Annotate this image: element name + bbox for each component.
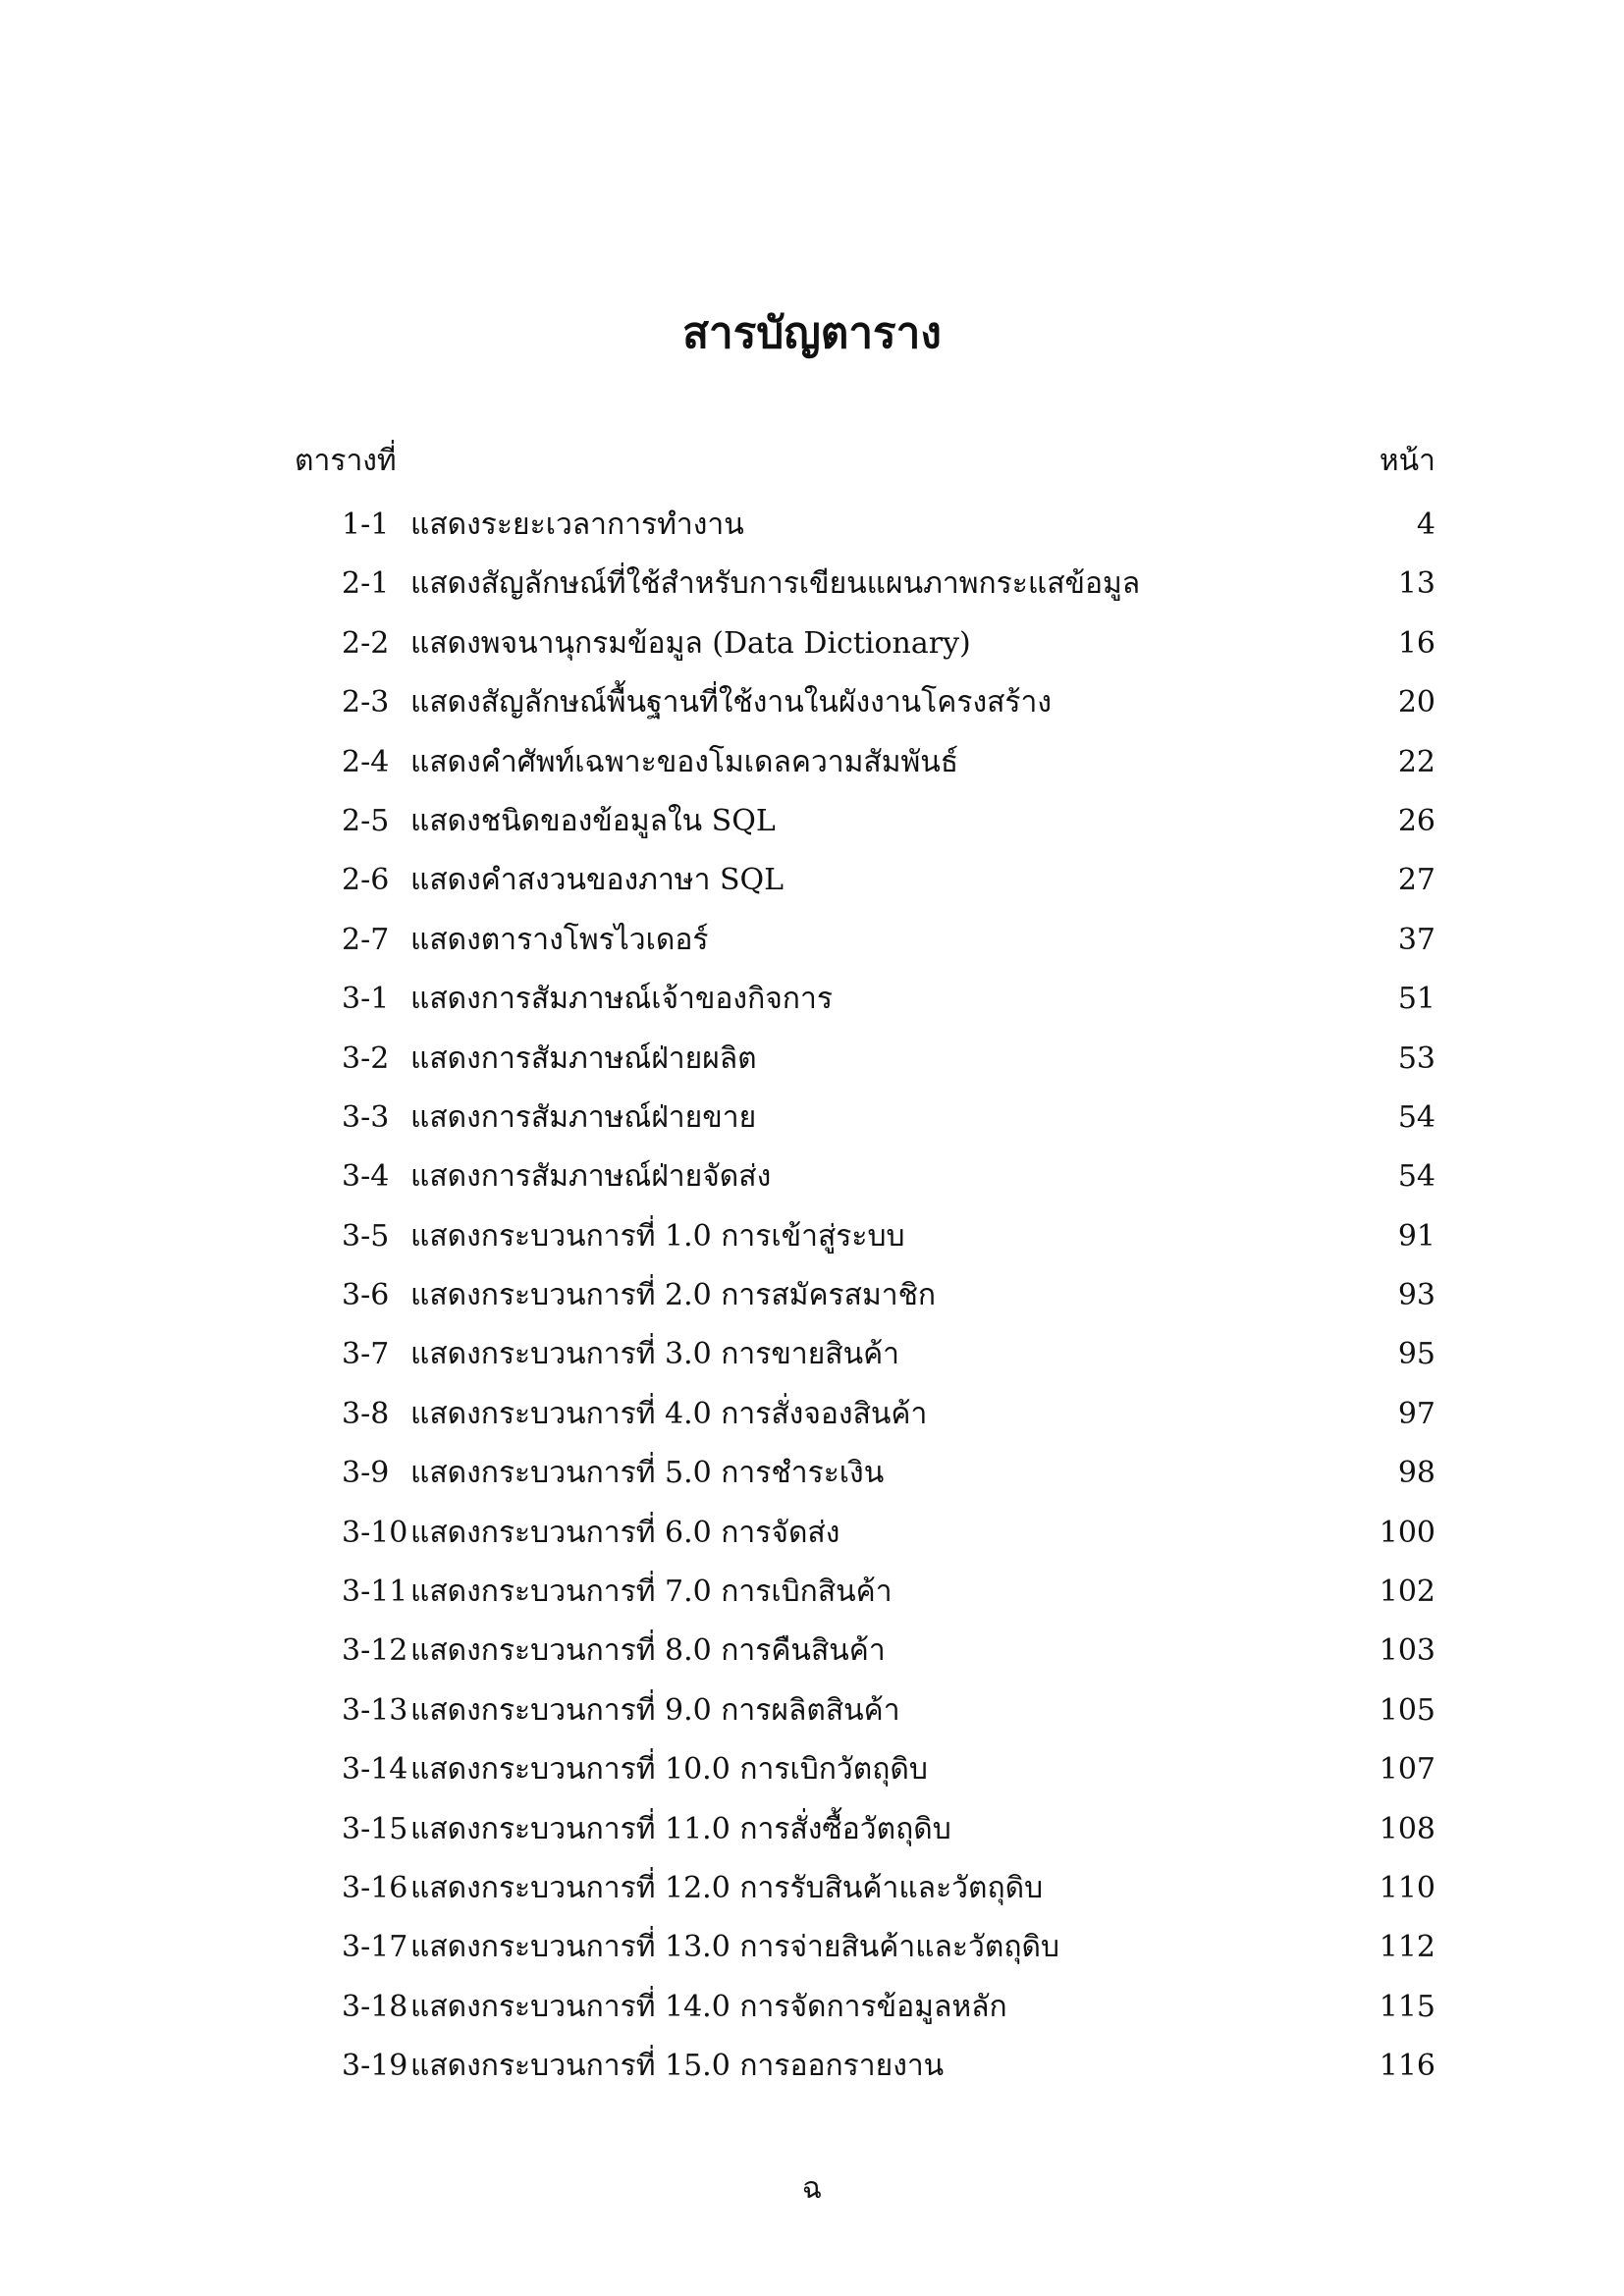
toc-entry-title: แสดงกระบวนการที่ 8.0 การคืนสินค้า	[410, 1633, 886, 1669]
page-number: ฉ	[801, 2171, 823, 2206]
toc-entry-title: แสดงการสัมภาษณ์ฝ่ายขาย	[410, 1099, 757, 1135]
toc-entry	[295, 1504, 1435, 1563]
toc-entry-title: แสดงสัญลักษณ์ที่ใช้สำหรับการเขียนแผนภาพกระแสข้อมูล	[410, 566, 1141, 602]
toc-entry	[295, 1682, 1435, 1740]
toc-entry	[295, 1800, 1435, 1859]
toc-entry-number: 2-4	[342, 744, 390, 779]
toc-entry-number: 3-16	[342, 1870, 408, 1905]
toc-entry-title: แสดงกระบวนการที่ 15.0 การออกรายงาน	[410, 2049, 945, 2084]
toc-entry-page: 20	[1397, 685, 1435, 721]
toc-header	[295, 437, 1435, 486]
toc-entry-title: แสดงสัญลักษณ์พื้นฐานที่ใช้งานในผังงานโครงสร้าง	[410, 685, 1053, 721]
toc-entry-page: 95	[1397, 1337, 1435, 1372]
toc-entry	[295, 792, 1435, 851]
toc-entry	[295, 851, 1435, 910]
page-title: สารบัญตาราง	[682, 308, 942, 358]
toc-entry-title: แสดงชนิดของข้อมูลใน SQL	[410, 803, 776, 838]
toc-entry-page: 54	[1397, 1159, 1435, 1195]
toc-entry-title: แสดงกระบวนการที่ 11.0 การสั่งซื้อวัตถุดิบ	[410, 1811, 951, 1846]
toc-entry	[295, 1444, 1435, 1503]
toc-entry-number: 3-8	[342, 1396, 390, 1431]
toc-entry	[295, 1207, 1435, 1266]
toc-entry-page: 97	[1397, 1396, 1435, 1431]
toc-entry-page: 115	[1379, 1989, 1435, 2024]
toc-entry-page: 91	[1397, 1218, 1435, 1254]
toc-entry-number: 3-17	[342, 1930, 408, 1965]
toc-entry	[295, 2037, 1435, 2096]
toc-entry-number: 3-18	[342, 1989, 408, 2024]
toc-entry-number: 2-2	[342, 625, 390, 661]
toc-entry-title: แสดงกระบวนการที่ 5.0 การชำระเงิน	[410, 1456, 885, 1491]
toc-entry-title: แสดงกระบวนการที่ 13.0 การจ่ายสินค้าและวัตถุดิบ	[410, 1930, 1060, 1965]
toc-entry-title: แสดงตารางโพรไวเดอร์	[410, 922, 709, 957]
toc-entry-number: 3-7	[342, 1337, 390, 1372]
toc-entry-number: 3-9	[342, 1456, 390, 1491]
toc-entry-page: 54	[1397, 1099, 1435, 1135]
toc-entry-page: 98	[1397, 1456, 1435, 1491]
toc-entry	[295, 1978, 1435, 2037]
toc-entry-page: 37	[1397, 922, 1435, 957]
toc-entry	[295, 614, 1435, 673]
toc-entry	[295, 1385, 1435, 1444]
toc-entry-number: 2-5	[342, 803, 390, 838]
toc-entry-page: 110	[1379, 1870, 1435, 1905]
toc-entry-page: 116	[1379, 2049, 1435, 2084]
toc-entry-number: 2-6	[342, 863, 390, 898]
toc-entry-title: แสดงคำศัพท์เฉพาะของโมเดลความสัมพันธ์	[410, 744, 959, 779]
toc-entry-number: 3-3	[342, 1099, 390, 1135]
table-number-column-header: ตารางที่	[295, 444, 397, 478]
toc-entry-title: แสดงกระบวนการที่ 6.0 การจัดส่ง	[410, 1515, 840, 1550]
toc-entry-page: 102	[1379, 1575, 1435, 1610]
table-of-tables-list	[295, 496, 1435, 2097]
toc-entry	[295, 1266, 1435, 1325]
toc-entry-title: แสดงคำสงวนของภาษา SQL	[410, 863, 785, 898]
toc-entry-number: 2-7	[342, 922, 390, 957]
toc-entry-number: 3-11	[342, 1575, 408, 1610]
toc-entry-number: 3-1	[342, 982, 390, 1017]
toc-entry	[295, 911, 1435, 970]
toc-entry	[295, 733, 1435, 792]
toc-entry	[295, 1325, 1435, 1384]
toc-entry-title: แสดงการสัมภาษณ์เจ้าของกิจการ	[410, 982, 833, 1017]
toc-entry-title: แสดงกระบวนการที่ 7.0 การเบิกสินค้า	[410, 1575, 893, 1610]
toc-entry-title: แสดงกระบวนการที่ 14.0 การจัดการข้อมูลหลัก	[410, 1989, 1007, 2024]
toc-entry	[295, 970, 1435, 1029]
toc-entry-page: 105	[1379, 1692, 1435, 1728]
toc-entry-title: แสดงพจนานุกรมข้อมูล (Data Dictionary)	[410, 625, 971, 661]
toc-entry	[295, 1563, 1435, 1622]
toc-entry	[295, 1740, 1435, 1799]
toc-entry-title: แสดงกระบวนการที่ 1.0 การเข้าสู่ระบบ	[410, 1218, 905, 1254]
toc-entry-number: 1-1	[342, 507, 390, 542]
toc-entry-title: แสดงการสัมภาษณ์ฝ่ายจัดส่ง	[410, 1159, 772, 1195]
page-column-header: หน้า	[1379, 444, 1435, 478]
toc-entry-number: 2-3	[342, 685, 390, 721]
toc-entry-page: 22	[1397, 744, 1435, 779]
toc-entry-page: 13	[1397, 566, 1435, 602]
toc-entry	[295, 1148, 1435, 1206]
toc-entry-page: 4	[1416, 507, 1435, 542]
toc-entry	[295, 555, 1435, 614]
toc-entry	[295, 1030, 1435, 1089]
toc-entry	[295, 1918, 1435, 1977]
toc-entry-page: 103	[1379, 1633, 1435, 1669]
toc-entry	[295, 673, 1435, 732]
toc-entry-page: 53	[1397, 1041, 1435, 1076]
toc-entry-number: 3-13	[342, 1692, 408, 1728]
toc-entry-page: 107	[1379, 1752, 1435, 1788]
toc-entry-page: 93	[1397, 1278, 1435, 1313]
toc-entry-number: 3-2	[342, 1041, 390, 1076]
toc-entry-number: 3-14	[342, 1752, 408, 1788]
toc-entry-title: แสดงกระบวนการที่ 4.0 การสั่งจองสินค้า	[410, 1396, 928, 1431]
toc-entry-title: แสดงกระบวนการที่ 9.0 การผลิตสินค้า	[410, 1692, 900, 1728]
toc-entry-title: แสดงกระบวนการที่ 10.0 การเบิกวัตถุดิบ	[410, 1752, 928, 1788]
toc-entry-page: 51	[1397, 982, 1435, 1017]
toc-entry-page: 16	[1397, 625, 1435, 661]
toc-entry-number: 3-19	[342, 2049, 408, 2084]
toc-entry-page: 100	[1379, 1515, 1435, 1550]
toc-entry-title: แสดงกระบวนการที่ 12.0 การรับสินค้าและวัตถุดิบ	[410, 1870, 1044, 1905]
toc-entry-page: 112	[1379, 1930, 1435, 1965]
toc-entry-number: 3-10	[342, 1515, 408, 1550]
toc-entry	[295, 496, 1435, 555]
toc-entry-title: แสดงกระบวนการที่ 3.0 การขายสินค้า	[410, 1337, 900, 1372]
toc-entry-number: 3-15	[342, 1811, 408, 1846]
toc-entry-title: แสดงการสัมภาษณ์ฝ่ายผลิต	[410, 1041, 757, 1076]
toc-entry-number: 3-4	[342, 1159, 390, 1195]
toc-entry	[295, 1089, 1435, 1148]
toc-entry-page: 27	[1397, 863, 1435, 898]
toc-entry-number: 2-1	[342, 566, 390, 602]
toc-entry-title: แสดงระยะเวลาการทำงาน	[410, 507, 744, 542]
toc-entry	[295, 1622, 1435, 1681]
toc-entry-page: 26	[1397, 803, 1435, 838]
toc-entry	[295, 1859, 1435, 1918]
toc-entry-title: แสดงกระบวนการที่ 2.0 การสมัครสมาชิก	[410, 1278, 937, 1313]
toc-entry-number: 3-12	[342, 1633, 408, 1669]
toc-entry-number: 3-5	[342, 1218, 390, 1254]
toc-entry-page: 108	[1379, 1811, 1435, 1846]
toc-entry-number: 3-6	[342, 1278, 390, 1313]
